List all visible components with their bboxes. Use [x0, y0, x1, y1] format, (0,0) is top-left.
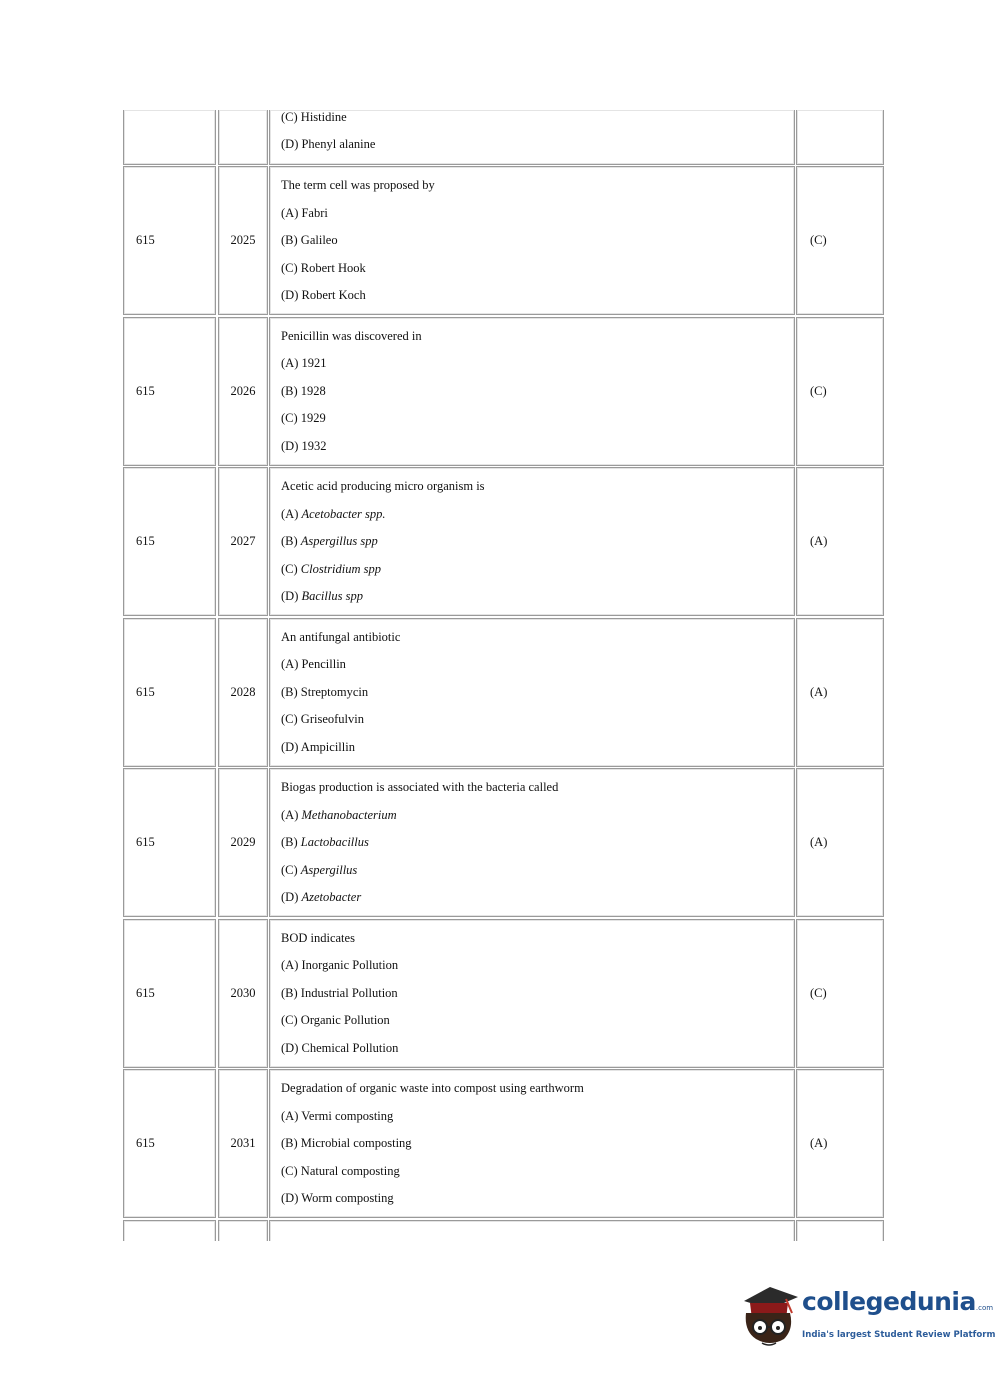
option-text: Griseofulvin [300, 712, 364, 727]
table-row [122, 1069, 885, 1218]
question-cell [269, 618, 795, 767]
option-a [281, 501, 794, 529]
option-c [281, 405, 794, 433]
option-text: Ampicillin [300, 739, 355, 754]
option-text: Azetobacter [301, 890, 362, 905]
option-d [281, 433, 794, 461]
question-cell [269, 166, 795, 315]
option-a [281, 350, 794, 378]
option-text: Industrial Pollution [300, 985, 398, 1000]
option-prefix: (D) [281, 890, 299, 905]
option-text: Fabri [301, 205, 328, 220]
option-prefix: (B) [281, 534, 298, 549]
question-stem: The term cell was proposed by [281, 178, 435, 192]
option-a [281, 1103, 794, 1131]
collegedunia-logo [740, 1283, 996, 1355]
question-number-cell [218, 1220, 268, 1241]
option-c [281, 706, 794, 734]
option-text: Aspergillus spp [300, 534, 378, 549]
paper-code: 615 [123, 919, 216, 1068]
option-text: Lactobacillus [300, 835, 369, 850]
question-number: 2031 [218, 1069, 268, 1218]
option-text: Robert Koch [301, 288, 366, 303]
paper-code-cell [123, 110, 216, 165]
logo-tagline: India's largest Student Review Platform [802, 1330, 996, 1340]
option-prefix: (A) [281, 1108, 299, 1123]
option-text: Vermi composting [301, 1108, 394, 1123]
option-a [281, 651, 794, 679]
paper-code: 615 [123, 467, 216, 616]
question-stem: Acetic acid producing micro organism is [281, 479, 485, 493]
option-a [281, 952, 794, 980]
question-stem: Penicillin was discovered in [281, 328, 422, 343]
option-text: Inorganic Pollution [301, 958, 399, 973]
mascot-icon [740, 1283, 802, 1355]
question-number: 2030 [218, 919, 268, 1068]
question-stem: Degradation of organic waste into compost using earthworm [281, 1081, 584, 1095]
option-prefix: (D) [281, 288, 299, 303]
option-a [281, 200, 794, 228]
option-b [281, 679, 794, 707]
answer-key: (C) [796, 919, 884, 1068]
option-d [281, 583, 794, 611]
option-text: Organic Pollution [300, 1013, 390, 1028]
option-d: (D) Phenyl alanine [281, 137, 376, 151]
option-c [281, 255, 794, 283]
option-prefix: (D) [281, 438, 299, 453]
answer-key: (A) [796, 467, 884, 616]
paper-code: 615 [123, 1069, 216, 1218]
option-prefix: (B) [281, 985, 298, 1000]
question-number: 2025 [218, 166, 268, 315]
option-c [281, 1007, 794, 1035]
question-cell [269, 768, 795, 917]
option-b [281, 980, 794, 1008]
option-text: 1928 [300, 383, 326, 398]
table-row [122, 467, 885, 616]
option-prefix: (B) [281, 383, 298, 398]
question-cell [269, 1069, 795, 1218]
question-cell [269, 1220, 795, 1241]
option-prefix: (D) [281, 739, 299, 754]
option-prefix: (B) [281, 835, 298, 850]
option-text: 1929 [300, 411, 326, 426]
option-prefix: (A) [281, 356, 299, 371]
question-number: 2028 [218, 618, 268, 767]
option-prefix: (C) [281, 260, 298, 275]
question-cell [269, 467, 795, 616]
question-stem: Biogas production is associated with the bacteria called [281, 780, 559, 794]
answer-cell [796, 110, 884, 165]
option-c [281, 556, 794, 584]
answer-key: (A) [796, 768, 884, 917]
answer-cell [796, 1220, 884, 1241]
option-prefix: (C) [281, 1163, 298, 1178]
question-cell [269, 110, 795, 165]
question-number: 2027 [218, 467, 268, 616]
table-row [122, 919, 885, 1068]
option-d [281, 1185, 794, 1213]
logo-wordmark: collegedunia.com [802, 1287, 994, 1316]
option-prefix: (A) [281, 657, 299, 672]
option-text: Galileo [300, 233, 338, 248]
option-c [281, 1158, 794, 1186]
option-d [281, 884, 794, 912]
paper-code: 615 [123, 618, 216, 767]
option-b [281, 528, 794, 556]
option-text: Worm composting [301, 1191, 394, 1206]
table-row-partial [122, 110, 885, 165]
option-text: Aspergillus [300, 862, 358, 877]
option-prefix: (B) [281, 1136, 298, 1151]
table-row-cut [122, 1220, 885, 1241]
option-text: Streptomycin [300, 684, 369, 699]
option-text: Bacillus spp [301, 589, 363, 604]
option-d [281, 282, 794, 310]
question-stem: BOD indicates [281, 930, 355, 945]
option-text: Pencillin [301, 657, 346, 672]
option-prefix: (B) [281, 233, 298, 248]
option-prefix: (C) [281, 561, 298, 576]
option-b [281, 227, 794, 255]
answer-key: (A) [796, 618, 884, 767]
question-stem: An antifungal antibiotic [281, 629, 401, 644]
paper-code: 615 [123, 768, 216, 917]
paper-code: 615 [123, 317, 216, 466]
question-number: 2029 [218, 768, 268, 917]
table-row [122, 768, 885, 917]
option-text: 1921 [301, 356, 327, 371]
option-prefix: (A) [281, 506, 299, 521]
paper-code-cell [123, 1220, 216, 1241]
option-b [281, 1130, 794, 1158]
option-prefix: (A) [281, 807, 299, 822]
answer-key: (C) [796, 317, 884, 466]
table-row [122, 618, 885, 767]
option-b [281, 829, 794, 857]
table-row [122, 317, 885, 466]
option-text: Acetobacter spp. [301, 506, 386, 521]
option-text: Methanobacterium [301, 807, 397, 822]
option-prefix: (C) [281, 1013, 298, 1028]
option-prefix: (B) [281, 684, 298, 699]
option-prefix: (D) [281, 589, 299, 604]
option-a [281, 802, 794, 830]
table-row [122, 166, 885, 315]
option-text: 1932 [301, 438, 327, 453]
paper-code: 615 [123, 166, 216, 315]
option-prefix: (D) [281, 1040, 299, 1055]
option-text: Microbial composting [300, 1136, 412, 1151]
option-prefix: (C) [281, 411, 298, 426]
option-text: Robert Hook [300, 260, 366, 275]
option-prefix: (C) [281, 862, 298, 877]
question-cell [269, 317, 795, 466]
option-text: Clostridium spp [300, 561, 382, 576]
option-prefix: (A) [281, 958, 299, 973]
option-d [281, 1035, 794, 1063]
option-text: Chemical Pollution [301, 1040, 399, 1055]
answer-key: (C) [796, 166, 884, 315]
option-d [281, 734, 794, 762]
option-c [281, 857, 794, 885]
question-cell [269, 919, 795, 1068]
option-prefix: (C) [281, 712, 298, 727]
option-b [281, 378, 794, 406]
question-table [122, 110, 885, 1241]
option-text: Natural composting [300, 1163, 400, 1178]
question-number: 2026 [218, 317, 268, 466]
question-number-cell [218, 110, 268, 165]
option-prefix: (D) [281, 1191, 299, 1206]
option-c: (C) Histidine [281, 110, 347, 124]
option-prefix: (A) [281, 205, 299, 220]
answer-key: (A) [796, 1069, 884, 1218]
